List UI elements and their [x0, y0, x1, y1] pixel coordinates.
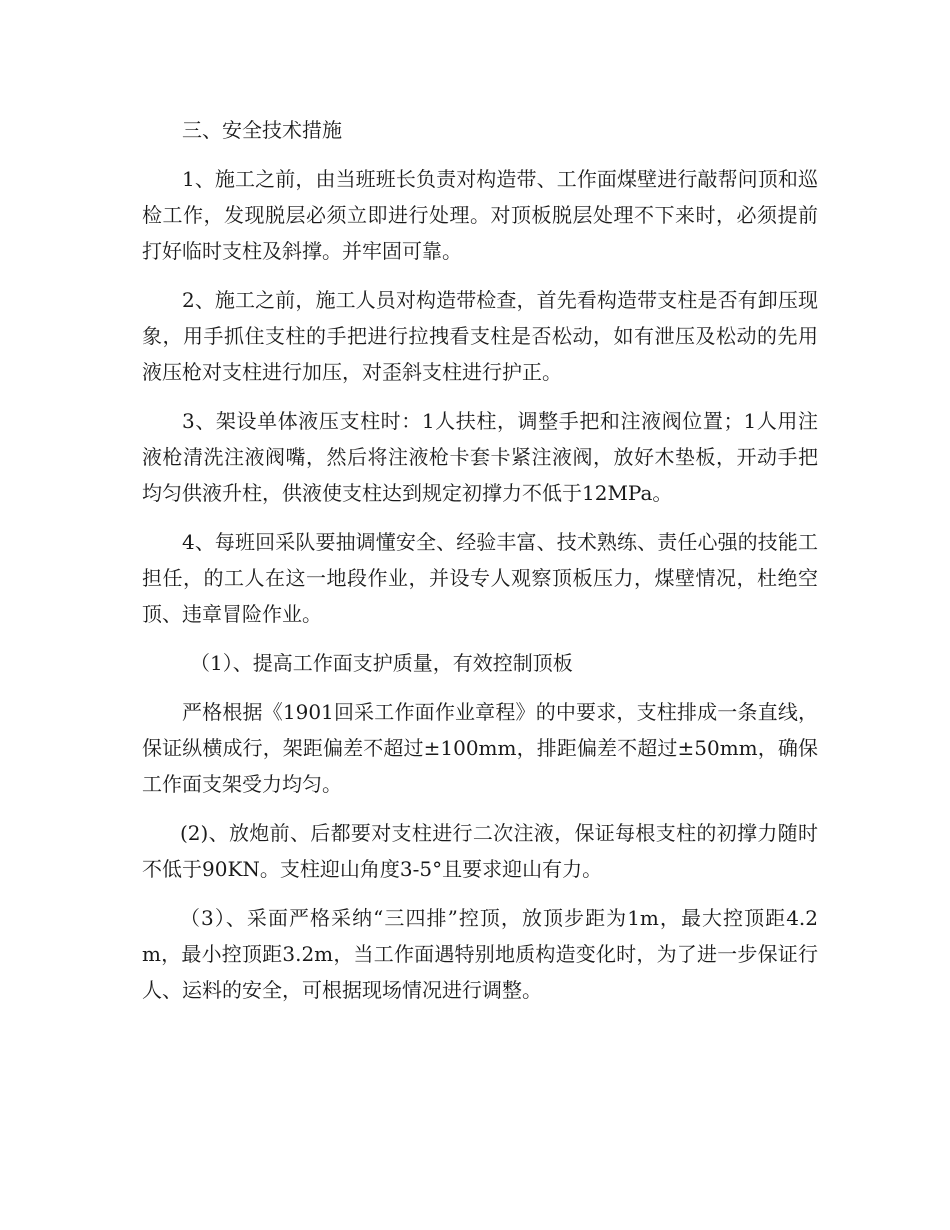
paragraph-1: 1、施工之前，由当班班长负责对构造带、工作面煤壁进行敲帮问顶和巡检工作，发现脱层必须立即进行处理。对顶板脱层处理不下来时，必须提前打好临时支柱及斜撑。并牢固可靠。: [142, 167, 818, 263]
paragraph-7: （3）、采面严格采纳“三四排”控顶，放顶步距为1m，最大控顶距4.2m，最小控顶距3.2m，当工作面遇特别地质构造变化时，为了进一步保证行人、运料的安全，可根据现场情况进行调整。: [142, 906, 818, 1002]
paragraph-4: 4、每班回采队要抽调懂安全、经验丰富、技术熟练、责任心强的技能工担任，的工人在这一地段作业，并设专人观察顶板压力，煤壁情况，杜绝空顶、违章冒险作业。: [142, 530, 818, 626]
paragraph-6: (2)、放炮前、后都要对支柱进行二次注液，保证每根支柱的初撑力随时不低于90KN。支柱迎山角度3-5°且要求迎山有力。: [142, 821, 818, 881]
section-title: 三、安全技术措施: [182, 118, 342, 142]
document-body: [142, 112, 818, 1021]
sub-heading-support-quality: （1）、提高工作面支护质量，有效控制顶板: [190, 651, 573, 675]
paragraph-2: 2、施工之前，施工人员对构造带检查，首先看构造带支柱是否有卸压现象，用手抓住支柱的手把进行拉拽看支柱是否松动，如有泄压及松动的先用液压枪对支柱进行加压，对歪斜支柱进行护正。: [142, 288, 818, 384]
paragraph-3: 3、架设单体液压支柱时：1人扶柱，调整手把和注液阀位置；1人用注液枪清洗注液阀嘴，然后将注液枪卡套卡紧注液阀，放好木垫板，开动手把均匀供液升柱，供液使支柱达到规定初撑力不低于12MPa。: [142, 409, 818, 505]
paragraph-5: 严格根据《1901回采工作面作业章程》的中要求，支柱排成一条直线，保证纵横成行，架距偏差不超过±100mm，排距偏差不超过±50mm，确保工作面支架受力均匀。: [142, 700, 818, 796]
